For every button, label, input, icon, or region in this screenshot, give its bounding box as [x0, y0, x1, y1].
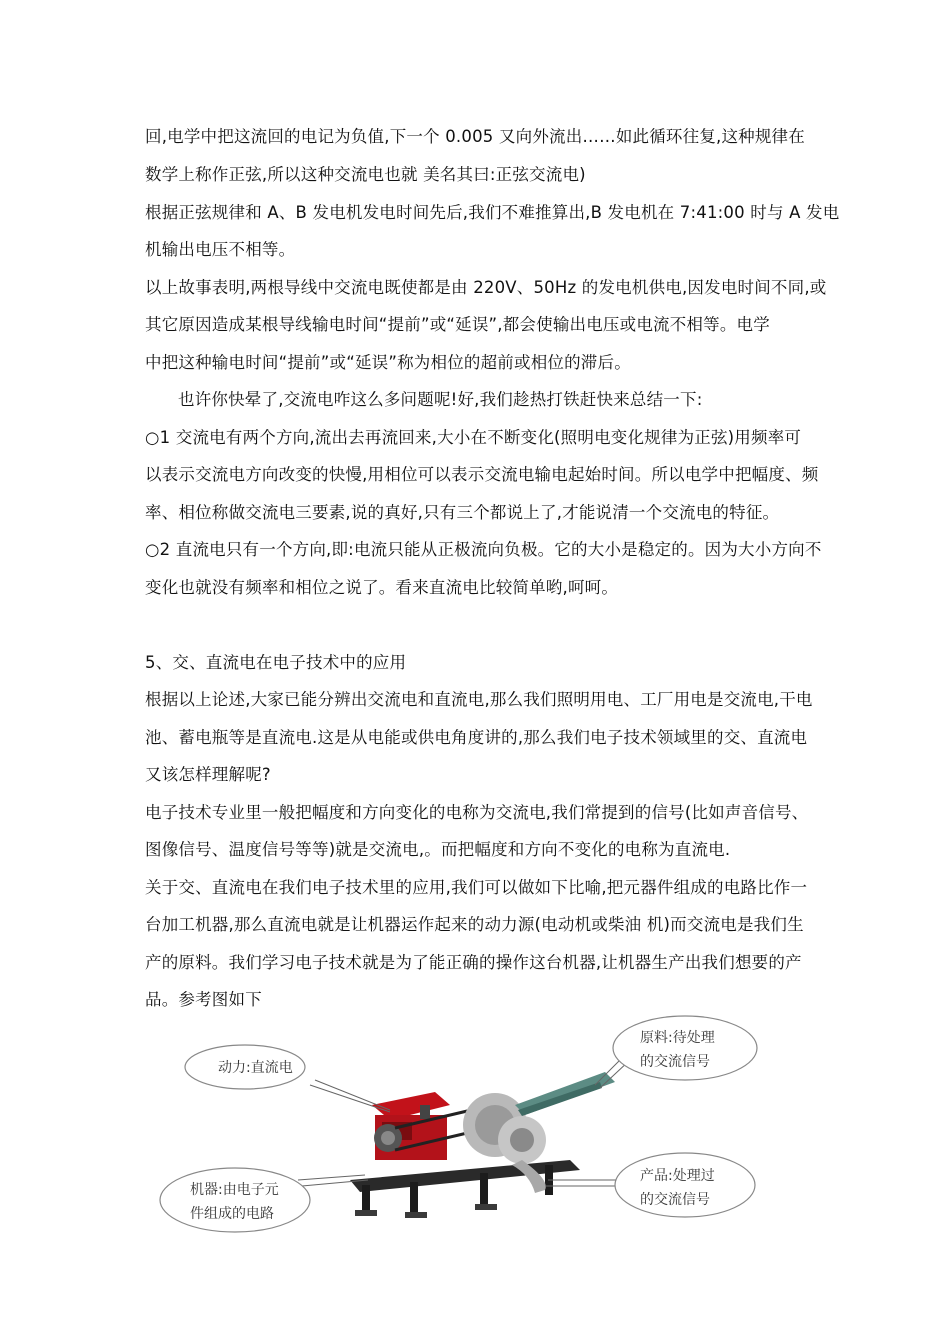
callout-product-label-2: 的交流信号 [640, 1192, 710, 1208]
callout-product-label-1: 产品:处理过 [640, 1168, 715, 1184]
callout-raw-material [595, 1016, 757, 1088]
callout-machine-label-1: 机器:由电子元 [190, 1182, 279, 1198]
body-line: 池、蓄电瓶等是直流电.这是从电能或供电角度讲的,那么我们电子技术领域里的交、直流电 [145, 728, 808, 747]
section-heading: 5、交、直流电在电子技术中的应用 [145, 653, 407, 672]
list-item-1-line: ○1 交流电有两个方向,流出去再流回来,大小在不断变化(照明电变化规律为正弦)用频率可 [145, 428, 802, 447]
machine-analogy-figure [150, 1010, 790, 1250]
body-line: 机输出电压不相等。 [145, 240, 296, 259]
body-line: 数学上称作正弦,所以这种交流电也就 美名其曰:正弦交流电) [145, 165, 586, 184]
list-item-2-line: ○2 直流电只有一个方向,即:电流只能从正极流向负极。它的大小是稳定的。因为大小方向不 [145, 540, 822, 559]
list-item-1-line: 以表示交流电方向改变的快慢,用相位可以表示交流电输电起始时间。所以电学中把幅度、频 [145, 465, 819, 484]
body-line: 品。参考图如下 [145, 990, 262, 1009]
body-line: 产的原料。我们学习电子技术就是为了能正确的操作这台机器,让机器生产出我们想要的产 [145, 953, 802, 972]
callout-product [546, 1153, 755, 1217]
body-line: 台加工机器,那么直流电就是让机器运作起来的动力源(电动机或柴油 机)而交流电是我们生 [145, 915, 804, 934]
body-line: 中把这种输电时间“提前”或“延误”称为相位的超前或相位的滞后。 [145, 353, 631, 372]
body-line-indented: 也许你快晕了,交流电咋这么多问题呢!好,我们趁热打铁赶快来总结一下: [178, 390, 703, 409]
list-item-1-line: 率、相位称做交流电三要素,说的真好,只有三个都说上了,才能说清一个交流电的特征。 [145, 503, 780, 522]
body-line: 回,电学中把这流回的电记为负值,下一个 0.005 又向外流出……如此循环往复,这种规律在 [145, 127, 805, 146]
body-line: 根据以上论述,大家已能分辨出交流电和直流电,那么我们照明用电、工厂用电是交流电,干电 [145, 690, 813, 709]
list-item-2-line: 变化也就没有频率和相位之说了。看来直流电比较简单哟,呵呵。 [145, 578, 619, 597]
body-line: 图像信号、温度信号等等)就是交流电,。而把幅度和方向不变化的电称为直流电. [145, 840, 731, 859]
body-line: 以上故事表明,两根导线中交流电既使都是由 220V、50Hz 的发电机供电,因发电时间不同,或 [145, 278, 827, 297]
machine-illustration [350, 1072, 615, 1218]
body-line: 电子技术专业里一般把幅度和方向变化的电称为交流电,我们常提到的信号(比如声音信号、 [145, 803, 809, 822]
body-line: 根据正弦规律和 A、B 发电机发电时间先后,我们不难推算出,B 发电机在 7:41:00 时与 A 发电 [145, 203, 840, 222]
callout-raw-label-2: 的交流信号 [640, 1054, 710, 1070]
body-line: 又该怎样理解呢? [145, 765, 271, 784]
callout-raw-label-1: 原料:待处理 [640, 1030, 715, 1046]
body-line: 关于交、直流电在我们电子技术里的应用,我们可以做如下比喻,把元器件组成的电路比作一 [145, 878, 808, 897]
callout-power [185, 1045, 390, 1112]
callout-power-label: 动力:直流电 [218, 1060, 293, 1076]
body-line: 其它原因造成某根导线输电时间“提前”或“延误”,都会使输出电压或电流不相等。电学 [145, 315, 770, 334]
callout-machine-label-2: 件组成的电路 [190, 1206, 274, 1222]
callout-machine [160, 1168, 368, 1232]
